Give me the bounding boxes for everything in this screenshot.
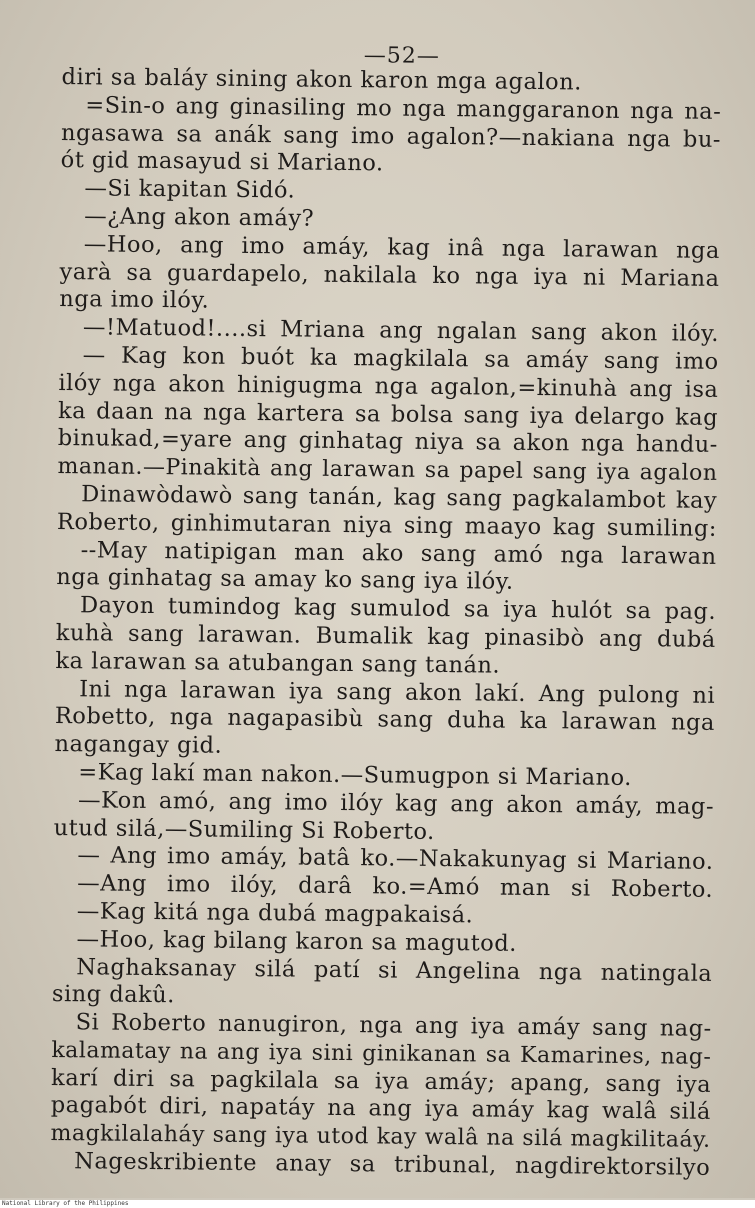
text-line: --May natipigan man ako sang amó nga larawan xyxy=(80,536,717,570)
text-line: Ini nga larawan iya sang akon lakí. Ang pulong ni xyxy=(79,675,716,709)
text-line: ka larawan sa atubangan sang tanán. xyxy=(55,647,501,679)
text-line: karí diri sa pagkilala sa iya amáy; apang, sang iya xyxy=(50,1064,712,1098)
text-line: magkilalaháy sang iya utod kay walâ na silá magkilitaáy. xyxy=(50,1121,711,1154)
text-line: Robetto, nga nagapasibù sang duha ka larawan nga xyxy=(54,703,716,737)
library-credit-footer: National Library of the Philippines xyxy=(0,1200,755,1208)
text-line: —Ang imo ilóy, darâ ko.=Amó man si Roberto. xyxy=(77,870,714,903)
text-line: manan.—Pinakità ang larawan sa papel sang iya agalon xyxy=(57,454,718,487)
text-line: utud silá,—Sumiling Si Roberto. xyxy=(53,814,435,845)
text-line: Roberto, ginhimutaran niya sing maayo kag sumiling: xyxy=(56,508,718,542)
text-line: —Hoo, kag bilang karon sa magutod. xyxy=(76,925,517,957)
text-line: =Kag lakí man nakon.—Sumugpon si Mariano. xyxy=(78,759,633,791)
text-line: nga ginhatag sa amay ko sang iya ilóy. xyxy=(56,564,514,596)
text-line: —Hoo, ang imo amáy, kag inâ nga larawan nga xyxy=(83,231,720,264)
text-line: diri sa baláy sining akon karon mga agalon. xyxy=(61,63,582,96)
text-line: =Sin-o ang ginasiling mo nga manggaranon nga na- xyxy=(85,92,722,125)
text-line: binukad,=yare ang ginhatag niya sa akon nga handu- xyxy=(57,425,718,459)
text-line: nagangay gid. xyxy=(54,731,223,759)
text-line: pagabót diri, napatáy na ang iya amáy kag walâ silá xyxy=(50,1092,711,1126)
page-number: —52— xyxy=(363,43,440,69)
text-line: —!Matuod!....si Mriana ang ngalan sang akon ilóy. xyxy=(82,314,720,348)
text-line: kuhà sang larawan. Bumalik kag pinasibò ang dubá xyxy=(55,619,716,653)
text-line: yarà sa guardapelo, nakilala ko nga iya ni Mariana xyxy=(59,258,720,292)
text-line: Dayon tumindog kag sumulod sa iya hulót sa pag. xyxy=(79,592,717,626)
text-line: kalamatay na ang iya sini ginikanan sa Kamarines, nag- xyxy=(51,1037,712,1070)
text-line: Si Roberto nanugiron, nga ang iya amáy sang nag- xyxy=(75,1009,712,1042)
text-line: —Si kapitan Sidó. xyxy=(84,175,296,204)
text-line: Dinawòdawò sang tanán, kag sang pagkalambot kay xyxy=(81,481,718,514)
text-line: — Ang imo amáy, batâ ko.—Nakakunyag si Mariano. xyxy=(77,842,714,876)
text-line: ka daan na nga kartera sa bolsa sang iya delargo kag xyxy=(57,397,719,431)
text-line: — Kag kon buót ka magkilala sa amáy sang imo xyxy=(82,342,719,375)
page-text-body xyxy=(50,64,722,1183)
text-line: nga imo ilóy. xyxy=(59,286,210,314)
text-line: —Kon amó, ang imo ilóy kag ang akon amáy, mag- xyxy=(77,786,715,820)
text-line: ót gid masayud si Mariano. xyxy=(60,147,384,177)
text-line: ngasawa sa anák sang imo agalon?—nakiana nga bu- xyxy=(60,119,722,153)
text-line: —¿Ang akon amáy? xyxy=(84,203,315,232)
book-page xyxy=(50,40,722,1181)
text-line: ilóy nga akon hinigugma nga agalon,=kinuhà ang isa xyxy=(58,369,719,403)
text-line: —Kag kitá nga dubá magpakaisá. xyxy=(76,898,474,929)
text-line: sing dakû. xyxy=(51,981,176,1009)
text-line: Nageskribiente anay sa tribunal, nagdirektorsilyo xyxy=(74,1148,711,1181)
text-line: Naghaksanay silá patí si Angelina nga natingala xyxy=(76,953,713,987)
